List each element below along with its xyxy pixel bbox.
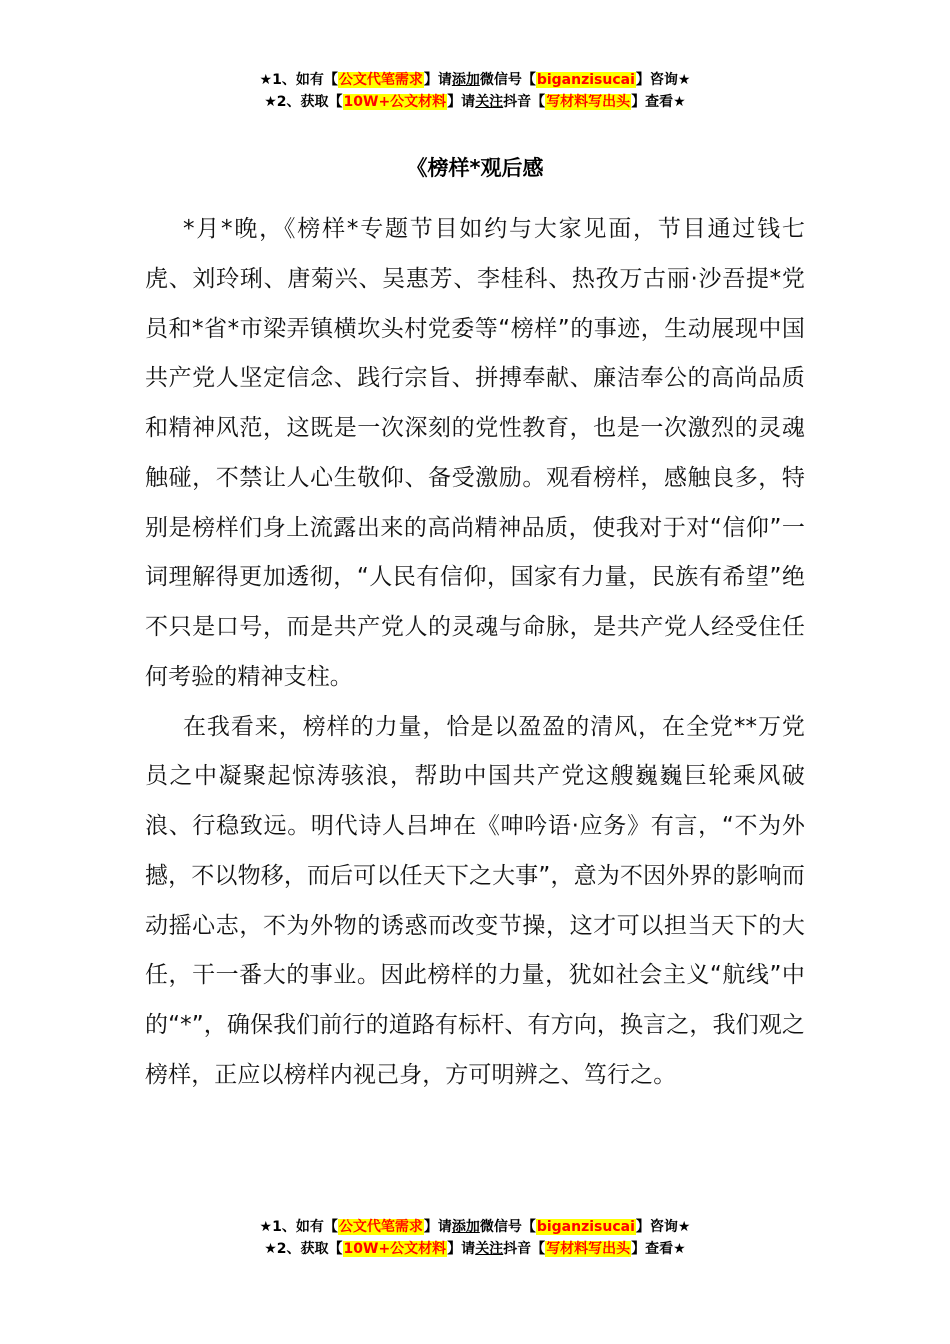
footer-promo-banner — [0, 1216, 950, 1260]
document-body — [145, 205, 805, 1101]
highlight-service: 公文代笔需求 — [338, 1219, 423, 1235]
highlight-service: 公文代笔需求 — [338, 72, 423, 88]
document-title: 《榜样*观后感 — [406, 156, 544, 180]
promo-line-2: ★2、获取【10W+公文材料】请关注抖音【写材料写出头】查看★ — [264, 1241, 686, 1257]
promo-line-1: ★1、如有【公文代笔需求】请添加微信号【biganzisucai】咨询★ — [259, 1219, 691, 1235]
highlight-materials: 10W+公文材料 — [343, 94, 447, 110]
highlight-wechat-id: biganzisucai — [536, 72, 635, 88]
header-promo-banner — [0, 69, 950, 113]
highlight-materials: 10W+公文材料 — [343, 1241, 447, 1257]
paragraph-1: *月*晚，《榜样*专题节目如约与大家见面，节目通过钱七虎、刘玲琍、唐菊兴、吴惠芳、李桂科、热孜万古丽·沙吾提*党员和*省*市梁弄镇横坎头村党委等“榜样”的事迹，生动展现中国共产党人坚定信念、践行宗旨、拼搏奉献、廉洁奉公的高尚品质和精神风范，这既是一次深刻的党性教育，也是一次激烈的灵魂触碰，不禁让人心生敬仰、备受激励。观看榜样，感触良多，特别是榜样们身上流露出来的高尚精神品质，使我对于对“信仰”一词理解得更加透彻，“人民有信仰，国家有力量，民族有希望”绝不只是口号，而是共产党人的灵魂与命脉，是共产党人经受住任何考验的精神支柱。 — [145, 216, 805, 690]
highlight-douyin-account: 写材料写出头 — [546, 1241, 631, 1257]
promo-line-2: ★2、获取【10W+公文材料】请关注抖音【写材料写出头】查看★ — [264, 94, 686, 110]
paragraph-2: 在我看来，榜样的力量，恰是以盈盈的清风，在全党**万党员之中凝聚起惊涛骇浪，帮助中国共产党这艘巍巍巨轮乘风破浪、行稳致远。明代诗人吕坤在《呻吟语·应务》有言，“不为外撼，不以物移，而后可以任天下之大事”，意为不因外界的影响而动摇心志，不为外物的诱惑而改变节操，这才可以担当天下的大任，干一番大的事业。因此榜样的力量，犹如社会主义“航线”中的“*”，确保我们前行的道路有标杆、有方向，换言之，我们观之榜样，正应以榜样内视己身，方可明辨之、笃行之。 — [145, 713, 805, 1088]
highlight-wechat-id: biganzisucai — [536, 1219, 635, 1235]
promo-line-1: ★1、如有【公文代笔需求】请添加微信号【biganzisucai】咨询★ — [259, 72, 691, 88]
highlight-douyin-account: 写材料写出头 — [546, 94, 631, 110]
